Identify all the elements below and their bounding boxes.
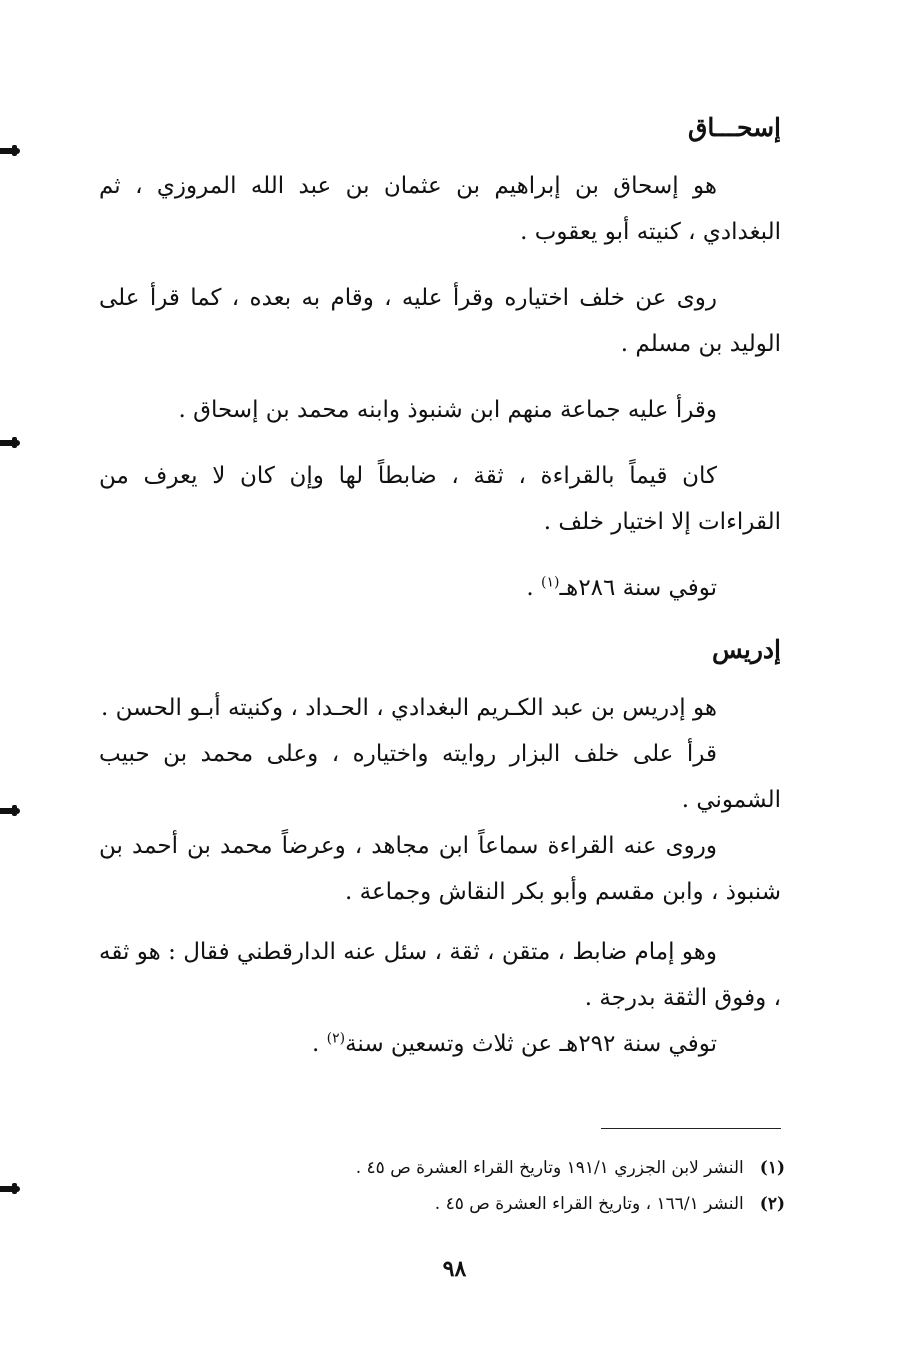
death-paragraph: [99, 1021, 781, 1067]
footnote-text: النشر لابن الجزري ١٩١/١ وتاريخ القراء العشرة ص ٤٥ .: [355, 1158, 744, 1178]
footnote-2: [435, 1188, 785, 1220]
section-body-ishaq: [99, 163, 781, 611]
margin-scan-mark: [0, 1186, 20, 1192]
paragraph: هو إدريس بن عبد الكـريم البغدادي ، الحـداد ، وكنيته أبـو الحسن .: [101, 695, 717, 721]
section-heading-idris: إدريس: [712, 635, 781, 664]
footnote-text: النشر ١٦٦/١ ، وتاريخ القراء العشرة ص ٤٥ .: [434, 1194, 744, 1214]
paragraph: روى عن خلف اختياره وقرأ عليه ، وقام به بعده ، كما قرأ على الوليد بن مسلم .: [99, 285, 781, 357]
death-paragraph: [99, 565, 781, 611]
paragraph: وهو إمام ضابط ، متقن ، ثقة ، سئل عنه الدارقطني فقال : هو ثقه ، وفوق الثقة بدرجة .: [99, 939, 781, 1011]
death-text: توفي سنة ٢٩٢هـ عن ثلاث وتسعين سنة: [345, 1031, 717, 1057]
section-heading-ishaq: إسحـــاق: [687, 113, 781, 142]
footnote-number: (١): [759, 1158, 785, 1178]
paragraph: كان قيماً بالقراءة ، ثقة ، ضابطاً لها وإن كان لا يعرف من القراءات إلا اختيار خلف .: [99, 463, 781, 535]
section-body-idris: [99, 685, 781, 1067]
death-tail: .: [311, 1031, 327, 1057]
margin-scan-mark: [0, 808, 20, 814]
footnote-separator: [601, 1128, 781, 1129]
paragraph: قرأ على خلف البزار روايته واختياره ، وعلى محمد بن حبيب الشموني .: [99, 741, 781, 813]
footnote-1: [356, 1152, 785, 1184]
paragraph: وقرأ عليه جماعة منهم ابن شنبوذ وابنه محمد بن إسحاق .: [178, 397, 717, 423]
margin-scan-mark: [0, 440, 20, 446]
page-number: ٩٨: [442, 1256, 467, 1282]
paragraph: هو إسحاق بن إبراهيم بن عثمان بن عبد الله المروزي ، ثم البغدادي ، كنيته أبو يعقوب .: [99, 173, 781, 245]
margin-scan-mark: [0, 148, 20, 154]
footnote-ref: (٢): [326, 1030, 346, 1047]
death-tail: .: [526, 575, 541, 601]
footnote-number: (٢): [759, 1194, 785, 1214]
death-text: توفي سنة ٢٨٦هـ: [559, 575, 717, 601]
footnote-ref: (١): [540, 574, 560, 591]
paragraph: وروى عنه القراءة سماعاً ابن مجاهد ، وعرضاً محمد بن أحمد بن شنبوذ ، وابن مقسم وأبو بكر النقاش وجماعة .: [99, 833, 781, 905]
